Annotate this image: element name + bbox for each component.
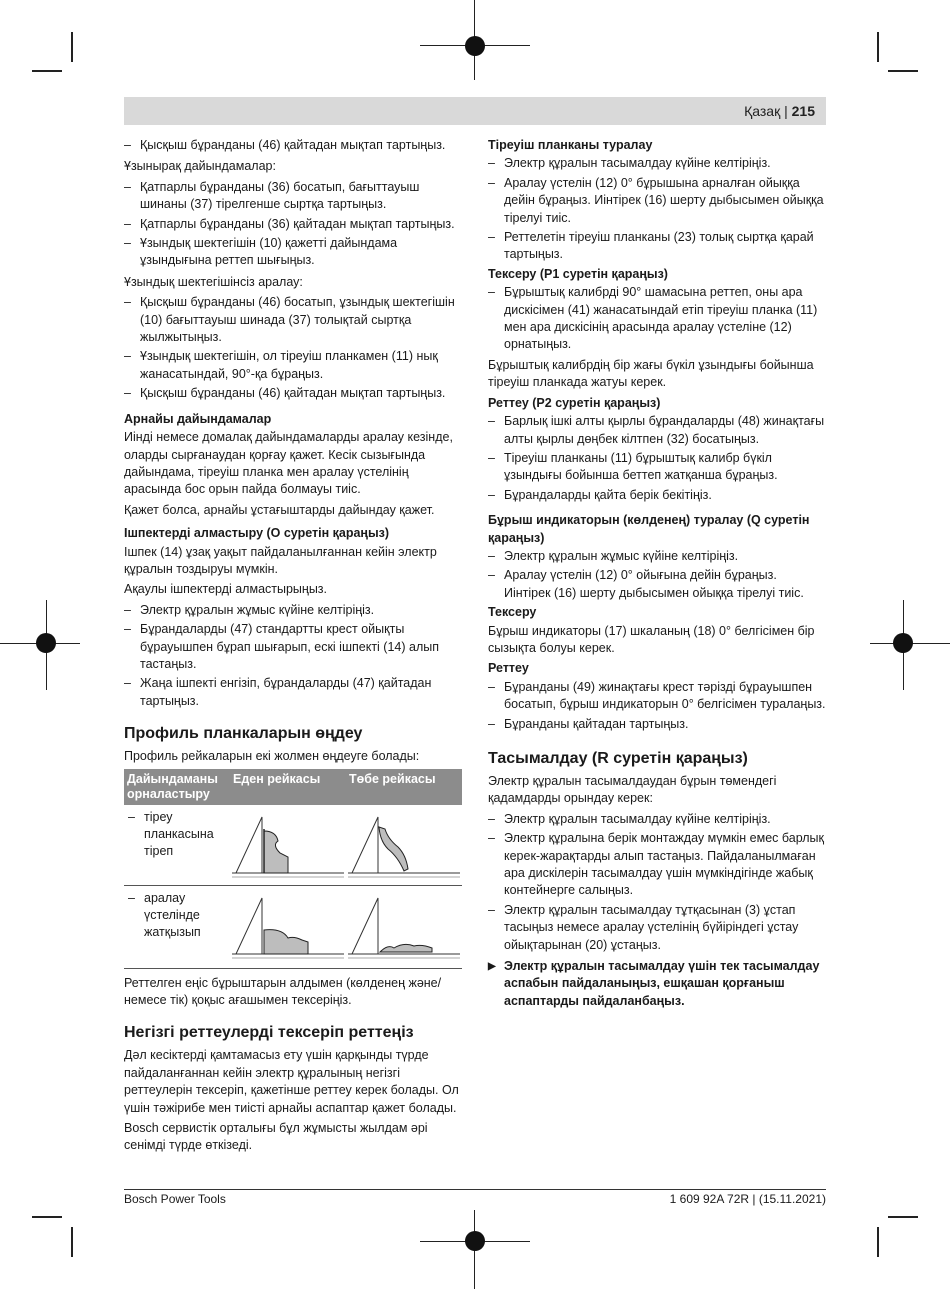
paragraph: Профиль рейкаларын екі жолмен өңдеуге болады: bbox=[124, 749, 420, 764]
list-item: – Бұранданы (49) жинақтағы крест тәрізді бұрауышпен босатып, бұрыш индикаторын 0° белгісімен туралаңыз. bbox=[488, 679, 826, 714]
paragraph: Бұрыштық калибрдің бір жағы бүкіл ұзындығы бойынша тіреуіш планкада жатуы керек. bbox=[488, 357, 814, 390]
floor-strip-fence-icon bbox=[232, 809, 344, 879]
list-item: – Ұзындық шектегішін (10) қажетті дайындама ұзындығына реттеп шығыңыз. bbox=[124, 235, 462, 270]
subheading: Реттеу (P2 суретін қараңыз) bbox=[488, 395, 661, 410]
footer-brand: Bosch Power Tools bbox=[124, 1192, 226, 1206]
crop-mark bbox=[877, 32, 879, 62]
list-item: – Аралау үстелін (12) 0° ойығына дейін бұраңыз. Иінтірек (16) шерту дыбысымен ойыққа тірелуі тиіс. bbox=[488, 567, 826, 602]
floor-strip-table-icon bbox=[232, 890, 344, 962]
section-name: Қазақ bbox=[744, 103, 781, 119]
subheading: Тіреуіш планканы туралау bbox=[488, 138, 653, 152]
table-header: Дайындаманы орналастыру bbox=[124, 769, 230, 805]
list-item: – Электр құралын тасымалдау күйіне келтіріңіз. bbox=[488, 811, 826, 828]
list-item: – Электр құралын жұмыс күйіне келтіріңіз. bbox=[124, 602, 462, 619]
paragraph: Қажет болса, арнайы ұстағыштарды дайындау қажет. bbox=[124, 502, 435, 517]
list-item: – Қатпарлы бұранданы (36) босатып, бағыттауыш шинаны (37) тірелгенше сыртқа тартыңыз. bbox=[124, 179, 462, 214]
paragraph: Ақаулы ішпектерді алмастырыңыз. bbox=[124, 582, 328, 597]
list-item: – Бұрыштық калибрді 90° шамасына реттеп, оны ара дискісімен (41) жанасатындай етіп тіреуіш планка (11) мен ара дискісінің арасында аралау үстеліне (12) орнатыңыз. bbox=[488, 284, 826, 354]
list-item: – Бұранданы қайтадан тартыңыз. bbox=[488, 716, 826, 733]
paragraph: Реттелген еңіс бұрыштарын алдымен (көлденең және/немесе тік) қоқыс ағашымен тексеріңіз. bbox=[124, 975, 442, 1007]
subheading: Бұрыш индикаторын (көлденең) туралау (Q суретін қараңыз) bbox=[488, 513, 810, 545]
right-column bbox=[488, 137, 826, 1010]
profile-table bbox=[124, 769, 462, 969]
crop-mark bbox=[71, 1227, 73, 1257]
list-item: – Электр құралын тасымалдау күйіне келтіріңіз. bbox=[488, 155, 826, 172]
table-cell: – тіреу планкасына тіреп bbox=[126, 809, 228, 860]
subheading: Тексеру (P1 суретін қараңыз) bbox=[488, 266, 668, 281]
paragraph: Бұрыш индикаторы (17) шкаланың (18) 0° белгісімен бір сызықта болуы керек. bbox=[488, 623, 815, 655]
crop-mark bbox=[877, 1227, 879, 1257]
crop-mark bbox=[32, 70, 62, 72]
list-item: – Тіреуіш планканы (11) бұрыштық калибр бүкіл ұзындығы бойынша беттеп жатқанша бұраңыз. bbox=[488, 450, 826, 485]
paragraph: Дәл кесіктерді қамтамасыз ету үшін қарқынды түрде пайдаланғаннан кейін электр құралының негізгі реттеулерін тексеріп, қажетінше реттеу керек болады. Ол үшін тәжірибе мен тиісті арнайы аспаптар қажет болады. bbox=[124, 1048, 459, 1115]
list-item: – Қатпарлы бұранданы (36) қайтадан мықтап тартыңыз. bbox=[124, 216, 462, 233]
floor-strip-table-illustration bbox=[230, 885, 346, 968]
list-item: – Электр құралына берік монтаждау мүмкін емес барлық керек-жарақтарды алып тастаңыз. Пайдаланылмаған ара дискілерін тасымалдау үшін мүмкіндігінде жабық контейнерге салыңыз. bbox=[488, 830, 826, 900]
paragraph: Иінді немесе домалақ дайындамаларды аралау кезінде, оларды сырғанаудан қорғау қажет. Кесік сызығында дайындама, тіреуіш планка мен аралау үстелінің арасында бос орын пайда болмауы тиіс. bbox=[124, 430, 453, 497]
footer-rule bbox=[124, 1189, 826, 1190]
registration-mark bbox=[893, 633, 913, 653]
list-item: – Жаңа ішпекті енгізіп, бұрандаларды (47) қайтадан тартыңыз. bbox=[124, 675, 462, 710]
table-cell: – аралау үстелінде жатқызып bbox=[126, 890, 228, 941]
list-item: – Қысқыш бұранданы (46) қайтадан мықтап тартыңыз. bbox=[124, 385, 462, 402]
subheading: Ішпектерді алмастыру (O суретін қараңыз) bbox=[124, 526, 390, 541]
header-bar bbox=[124, 97, 826, 125]
ceiling-strip-fence-illustration bbox=[346, 805, 462, 886]
warning-note: ▶ Электр құралын тасымалдау үшін тек тасымалдау аспабын пайдаланыңыз, ешқашан қорғаныш аспаптарды пайдаланбаңыз. bbox=[488, 958, 826, 1010]
list-item: – Аралау үстелін (12) 0° бұрышына арналған ойыққа дейін бұраңыз. Иінтірек (16) шерту дыбысымен ойыққа тірелуі тиіс. bbox=[488, 175, 826, 227]
table-header: Еден рейкасы bbox=[230, 769, 346, 805]
paragraph: Ішпек (14) ұзақ уақыт пайдаланылғаннан кейін электр құралын тоздыруы мүмкін. bbox=[124, 544, 437, 576]
registration-mark bbox=[465, 1231, 485, 1251]
floor-strip-fence-illustration bbox=[230, 805, 346, 886]
ceiling-strip-fence-icon bbox=[348, 809, 460, 879]
crop-mark bbox=[888, 1216, 918, 1218]
crop-mark bbox=[32, 1216, 62, 1218]
list-item: – Бұрандаларды қайта берік бекітіңіз. bbox=[488, 487, 826, 504]
paragraph: Ұзынырақ дайындамалар: bbox=[124, 159, 276, 174]
registration-mark bbox=[36, 633, 56, 653]
page-number: 215 bbox=[791, 103, 815, 119]
list-item: – Қысқыш бұранданы (46) босатып, ұзындық шектегішін (10) бағыттауыш шинада (37) толықтай сыртқа жылжытыңыз. bbox=[124, 294, 462, 346]
header-separator: | bbox=[780, 103, 792, 119]
list-item: – Электр құралын тасымалдау тұтқасынан (3) ұстап тасыңыз немесе аралау үстелінің бүйіріндегі ұстау ойықтарынан (20) ұстаңыз. bbox=[488, 902, 826, 954]
paragraph: Ұзындық шектегішінсіз аралау: bbox=[124, 274, 303, 289]
subheading: Реттеу bbox=[488, 661, 529, 676]
paragraph: Электр құралын тасымалдаудан бұрын төмендегі қадамдарды орындау керек: bbox=[488, 774, 777, 806]
subheading: Тексеру bbox=[488, 605, 537, 620]
list-item: – Қысқыш бұранданы (46) қайтадан мықтап тартыңыз. bbox=[124, 137, 462, 154]
paragraph: Bosch сервистік орталығы бұл жұмысты жылдам әрі сенімді түрде өткізеді. bbox=[124, 1121, 428, 1153]
list-item: – Ұзындық шектегішін, ол тіреуіш планкамен (11) нық жанасатындай, 90°-қа бұраңыз. bbox=[124, 348, 462, 383]
footer-doc-number: 1 609 92A 72R | (15.11.2021) bbox=[669, 1192, 826, 1206]
subheading: Арнайы дайындамалар bbox=[124, 411, 272, 426]
crop-mark bbox=[888, 70, 918, 72]
registration-mark bbox=[465, 36, 485, 56]
list-item: – Бұрандаларды (47) стандартты крест ойықты бұрауышпен бұрап шығарып, ескі ішпекті (14) алып тастаңыз. bbox=[124, 621, 462, 673]
page-header bbox=[744, 103, 815, 119]
section-heading: Профиль планкаларын өңдеу bbox=[124, 725, 363, 743]
list-item: – Реттелетін тіреуіш планканы (23) толық сыртқа қарай тартыңыз. bbox=[488, 229, 826, 264]
list-item: – Электр құралын жұмыс күйіне келтіріңіз. bbox=[488, 548, 826, 565]
left-column bbox=[124, 137, 462, 1158]
ceiling-strip-table-illustration bbox=[346, 885, 462, 968]
table-header: Төбе рейкасы bbox=[346, 769, 462, 805]
ceiling-strip-table-icon bbox=[348, 890, 460, 962]
crop-mark bbox=[71, 32, 73, 62]
list-item: – Барлық ішкі алты қырлы бұрандаларды (48) жинақтағы алты қырлы дөңбек кілтпен (32) босатыңыз. bbox=[488, 413, 826, 448]
section-heading: Негізгі реттеулерді тексеріп реттеңіз bbox=[124, 1024, 414, 1042]
section-heading: Тасымалдау (R суретін қараңыз) bbox=[488, 750, 748, 767]
